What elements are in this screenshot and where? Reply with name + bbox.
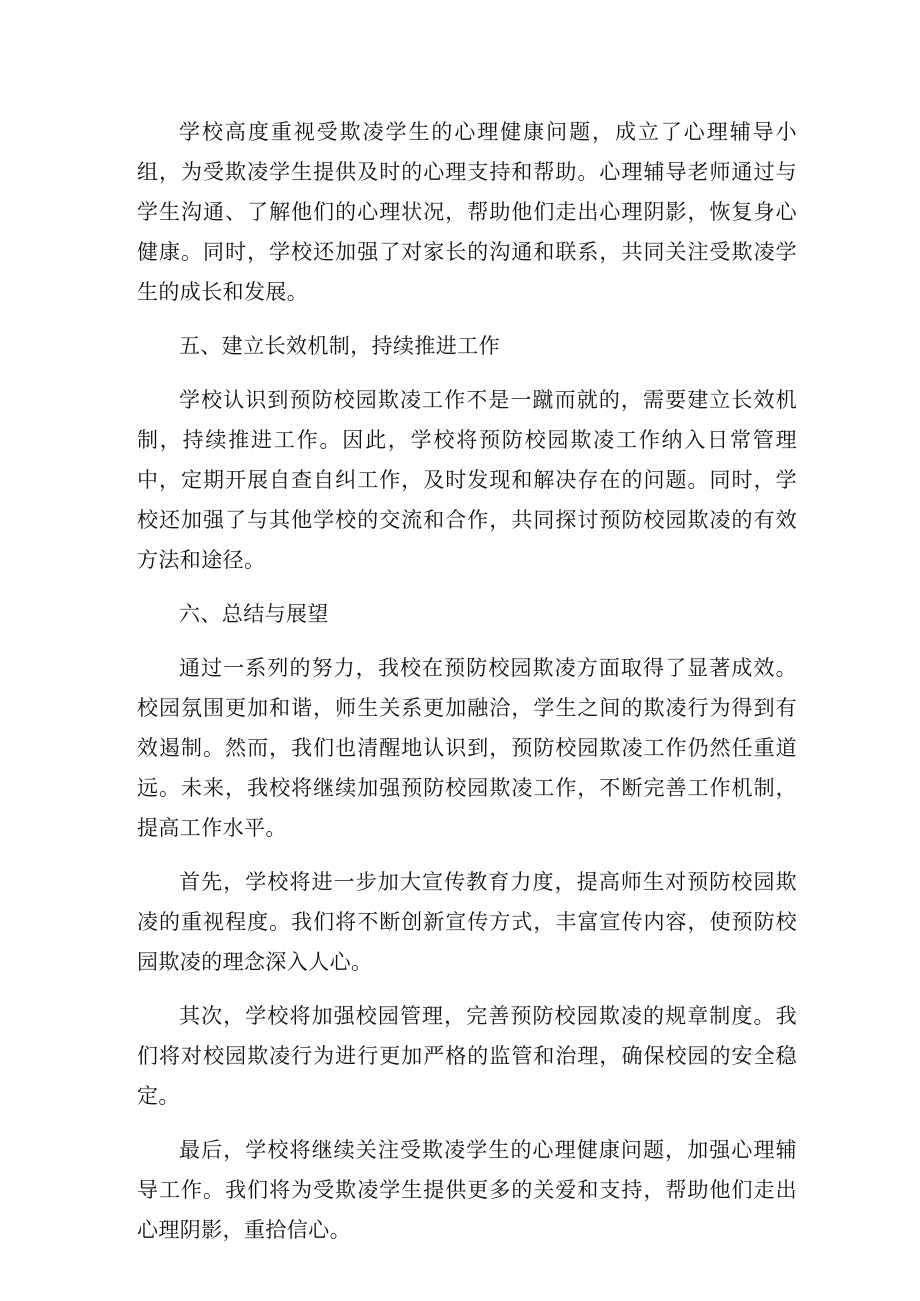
paragraph-last: 最后，学校将继续关注受欺凌学生的心理健康问题，加强心理辅导工作。我们将为受欺凌学生提供更多的关爱和支持，帮助他们走出心理阴影，重拾信心。: [137, 1138, 797, 1242]
paragraph-first: 首先，学校将进一步加大宣传教育力度，提高师生对预防校园欺凌的重视程度。我们将不断创新宣传方式，丰富宣传内容，使预防校园欺凌的理念深入人心。: [137, 870, 797, 974]
section-heading-5: 五、建立长效机制，持续推进工作: [179, 334, 500, 358]
paragraph-summary: 通过一系列的努力，我校在预防校园欺凌方面取得了显著成效。校园氛围更加和谐，师生关系更加融洽，学生之间的欺凌行为得到有效遏制。然而，我们也清醒地认识到，预防校园欺凌工作仍然任重道远。未来，我校将继续加强预防校园欺凌工作，不断完善工作机制，提高工作水平。: [137, 656, 797, 840]
paragraph-psychological-support: 学校高度重视受欺凌学生的心理健康问题，成立了心理辅导小组，为受欺凌学生提供及时的心理支持和帮助。心理辅导老师通过与学生沟通、了解他们的心理状况，帮助他们走出心理阴影，恢复身心健康。同时，学校还加强了对家长的沟通和联系，共同关注受欺凌学生的成长和发展。: [137, 120, 797, 304]
document-body: [137, 112, 797, 1264]
paragraph-second: 其次，学校将加强校园管理，完善预防校园欺凌的规章制度。我们将对校园欺凌行为进行更加严格的监管和治理，确保校园的安全稳定。: [137, 1004, 797, 1108]
section-heading-6: 六、总结与展望: [179, 602, 329, 626]
paragraph-long-term-mechanism: 学校认识到预防校园欺凌工作不是一蹴而就的，需要建立长效机制，持续推进工作。因此，学校将预防校园欺凌工作纳入日常管理中，定期开展自查自纠工作，及时发现和解决存在的问题。同时，学校还加强了与其他学校的交流和合作，共同探讨预防校园欺凌的有效方法和途径。: [137, 388, 797, 572]
